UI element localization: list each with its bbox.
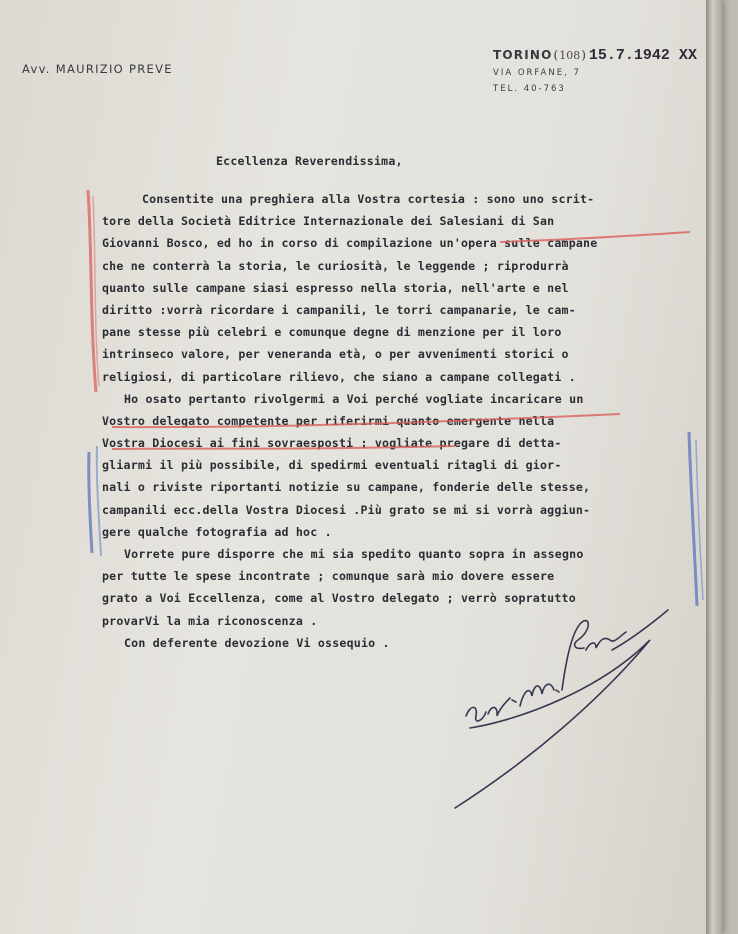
- body-line: nali o riviste riportanti notizie su campane, fonderie delle stesse,: [102, 480, 591, 495]
- body-line: Vostra Diocesi ai fini sovraesposti ; vogliate pregare di detta-: [102, 436, 562, 451]
- postal-note: 108: [559, 49, 581, 62]
- body-line: Vorrete pure disporre che mi sia spedito quanto sopra in assegno: [124, 547, 584, 561]
- body-line: Vostro delegato competente per riferirmi quanto emergente nella: [102, 413, 555, 428]
- body-line: Ho osato pertanto rivolgermi a Voi perché vogliate incaricare un: [124, 391, 584, 406]
- body-line: religiosi, di particolare rilievo, che siano a campane collegati .: [102, 369, 576, 384]
- phone: TEL. 40-763: [493, 84, 566, 94]
- paren-close: ): [581, 48, 586, 62]
- body-line: che ne conterrà la storia, le curiosità, le leggende ; riprodurrà: [102, 258, 569, 273]
- address: VIA ORFANE, 7: [493, 68, 581, 78]
- body-line: per tutte le spese incontrate ; comunque sarà mio dovere essere: [102, 569, 555, 584]
- letter-body: [102, 150, 704, 654]
- body-line: quanto sulle campane siasi espresso nella storia, nell'arte e nel: [102, 280, 569, 295]
- paren-open: (: [553, 48, 559, 62]
- letter-date: 15.7.1942 XX: [588, 47, 697, 64]
- city: TORINO: [493, 48, 553, 62]
- sender-name: Avv. MAURIZIO PREVE: [22, 62, 173, 76]
- body-line: grato a Voi Eccellenza, come al Vostro delegato ; verrò sopratutto: [102, 591, 576, 606]
- body-line: diritto :vorrà ricordare i campanili, le torri campanarie, le cam-: [102, 302, 576, 317]
- salutation: Eccellenza Reverendissima,: [216, 154, 403, 168]
- body-line: tore della Società Editrice Internazionale dei Salesiani di San: [102, 214, 555, 229]
- letterhead-block: [493, 44, 697, 94]
- page-edge: [706, 0, 722, 934]
- body-line: provarVi la mia riconoscenza .: [102, 613, 318, 628]
- body-line: intrinseco valore, per veneranda età, o per avvenimenti storici o: [102, 347, 569, 362]
- body-line: gliarmi il più possibile, di spedirmi eventuali ritagli di gior-: [102, 458, 562, 473]
- body-line: Consentite una preghiera alla Vostra cortesia : sono uno scrit-: [142, 192, 595, 206]
- closing-line: Con deferente devozione Vi ossequio .: [124, 635, 390, 650]
- body-line: Giovanni Bosco, ed ho in corso di compilazione un'opera sulle campane: [102, 236, 598, 251]
- body-line: campanili ecc.della Vostra Diocesi .Più grato se mi si vorrà aggiun-: [102, 502, 591, 517]
- body-line: pane stesse più celebri e comunque degne di menzione per il loro: [102, 325, 562, 340]
- body-line: gere qualche fotografia ad hoc .: [102, 524, 332, 539]
- city-date-line: [493, 44, 697, 64]
